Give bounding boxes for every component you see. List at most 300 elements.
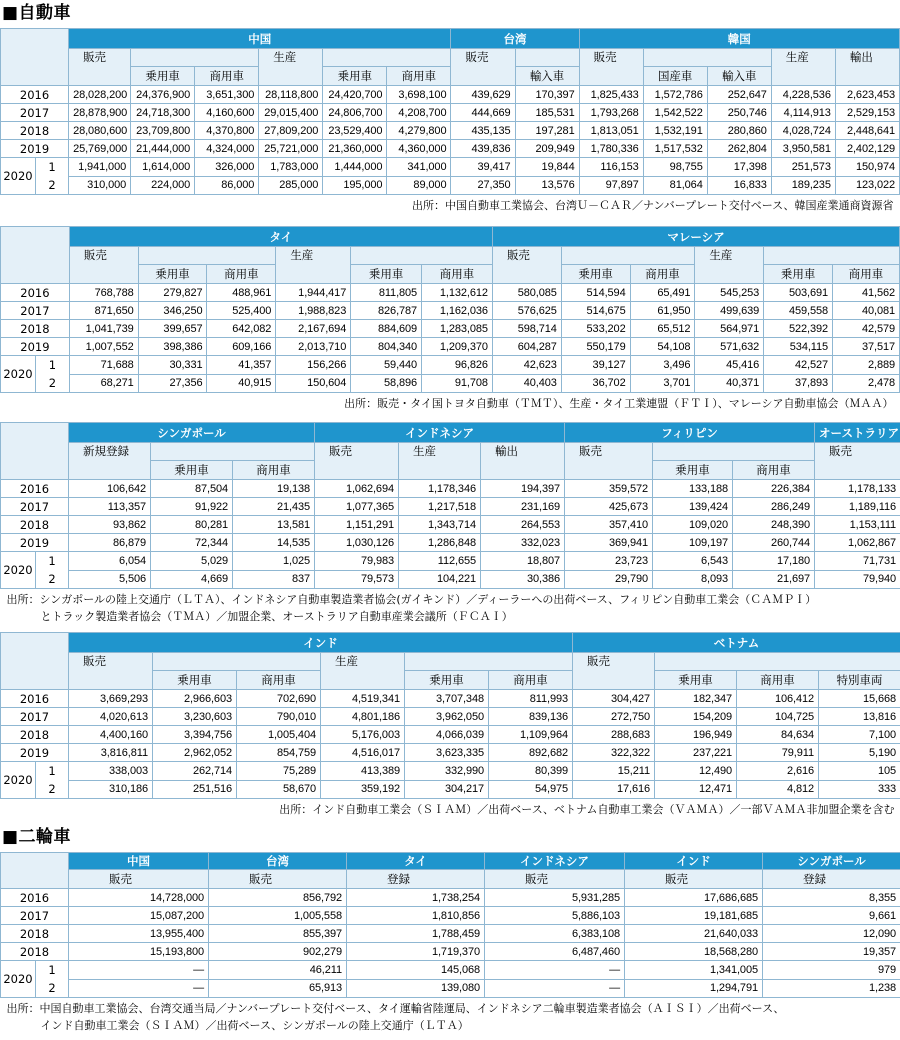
table-cell: 42,527 [764, 356, 833, 375]
table-cell: 40,915 [207, 374, 276, 393]
table-cell: 304,217 [405, 780, 489, 799]
col-sales: 販売 [815, 443, 900, 480]
table-cell: 15,668 [819, 690, 900, 708]
group-header-vietnam: ベトナム [573, 633, 900, 653]
table-row [1, 104, 900, 122]
table-cell: 15,193,800 [69, 943, 209, 961]
table-cell: 13,581 [233, 516, 315, 534]
table-cell: 3,394,756 [153, 726, 237, 744]
table-row [1, 122, 900, 140]
table-cell: 112,655 [399, 552, 481, 571]
table-cell: 30,386 [481, 570, 565, 589]
table-cell: 79,573 [315, 570, 399, 589]
table-row [1, 498, 900, 516]
table-cell: 1,517,532 [643, 140, 707, 158]
col-production: 生産 [321, 653, 405, 690]
table-cell: 4,066,039 [405, 726, 489, 744]
table-cell: 3,623,335 [405, 744, 489, 762]
table-cell: 1,286,848 [399, 534, 481, 552]
table-cell: 5,029 [151, 552, 233, 571]
table-cell: 1,162,036 [422, 302, 493, 320]
table-cell: 1,217,518 [399, 498, 481, 516]
table-row [1, 708, 900, 726]
table-row [1, 158, 900, 177]
table-cell: 1,209,370 [422, 338, 493, 356]
row-year: 2016 [1, 86, 69, 104]
table-cell: 98,755 [643, 158, 707, 177]
table-cell: 16,833 [707, 176, 771, 195]
table-cell: 54,975 [489, 780, 573, 799]
table-cell: 24,718,300 [131, 104, 195, 122]
table-cell: 2,889 [833, 356, 900, 375]
table-cell: 488,961 [207, 284, 276, 302]
table-cell: 106,642 [69, 480, 151, 498]
row-year: 2016 [1, 889, 69, 907]
col-special-vehicle: 特別車両 [819, 671, 900, 690]
col-registration: 登録 [763, 870, 900, 889]
table-cell: 4,160,600 [195, 104, 259, 122]
table-cell: 3,707,348 [405, 690, 489, 708]
table-cell: 109,197 [653, 534, 733, 552]
row-month: 2 [35, 780, 68, 798]
group-header-malaysia: マレーシア [492, 227, 899, 247]
table-cell: 522,392 [764, 320, 833, 338]
table-cell: 1,810,856 [347, 907, 485, 925]
table-row [1, 338, 900, 356]
table-cell: 439,836 [451, 140, 515, 158]
table-cell: 272,750 [573, 708, 655, 726]
table-cell: 2,478 [833, 374, 900, 393]
table-cell: 1,788,459 [347, 925, 485, 943]
table-cell: 550,179 [561, 338, 630, 356]
table-cell: 514,675 [561, 302, 630, 320]
table-row [1, 534, 900, 552]
table-cell: 15,087,200 [69, 907, 209, 925]
source-note: 出所：中国自動車工業協会、台湾Ｕ－ＣＡＲ／ナンバープレート交付ベース、韓国産業通商資源省 [412, 199, 894, 212]
table-cell: 97,897 [579, 176, 643, 195]
col-production: 生産 [695, 247, 764, 284]
table-row [1, 907, 900, 925]
table-cell: 65,913 [209, 979, 347, 998]
table-cell: 139,424 [653, 498, 733, 516]
row-year: 2019 [1, 744, 69, 762]
table-cell: 839,136 [489, 708, 573, 726]
table-cell: 28,878,900 [69, 104, 131, 122]
table-cell: 194,397 [481, 480, 565, 498]
table-cell: 14,535 [233, 534, 315, 552]
table-cell: 39,417 [451, 158, 515, 177]
table-cell: 1,444,000 [323, 158, 387, 177]
row-month: 1 [35, 158, 68, 176]
col-sales: 販売 [209, 870, 347, 889]
table-cell: 89,000 [387, 176, 451, 195]
table-cell: 1,738,254 [347, 889, 485, 907]
table-cell: 81,064 [643, 176, 707, 195]
table-row [1, 374, 900, 393]
table-cell: 322,322 [573, 744, 655, 762]
table-cell: 2,529,153 [835, 104, 899, 122]
row-year: 2019 [1, 140, 69, 158]
col-passenger: 乗用車 [153, 671, 237, 690]
table-cell: 91,708 [422, 374, 493, 393]
table-cell: 369,941 [565, 534, 653, 552]
col-sales: 販売 [69, 247, 138, 284]
row-month: 1 [35, 961, 68, 979]
table-cell: 79,940 [815, 570, 900, 589]
col-export: 輸出 [835, 49, 899, 86]
group-header-thailand: タイ [69, 227, 492, 247]
col-sales: 販売 [579, 49, 643, 86]
table-cell: 27,356 [138, 374, 207, 393]
section-heading-cars: ■自動車 [2, 3, 72, 23]
table-cell: 4,020,613 [69, 708, 153, 726]
col-sales: 販売 [69, 870, 209, 889]
table-cell: 326,000 [195, 158, 259, 177]
table-cell: 4,114,913 [771, 104, 835, 122]
col-sales: 販売 [625, 870, 763, 889]
table-cell: 72,344 [151, 534, 233, 552]
row-year-2020: 2020 [3, 563, 33, 577]
table-cell: 5,176,003 [321, 726, 405, 744]
table-cell: 3,816,811 [69, 744, 153, 762]
table-cell: 304,427 [573, 690, 655, 708]
col-export: 輸出 [481, 443, 565, 480]
table-cell: 1,025 [233, 552, 315, 571]
table-cell: 702,690 [237, 690, 321, 708]
table-cell: 1,941,000 [69, 158, 131, 177]
col-commercial: 商用車 [833, 265, 900, 284]
table-cell: 4,516,017 [321, 744, 405, 762]
row-year: 2016 [1, 690, 69, 708]
table-cell: 7,100 [819, 726, 900, 744]
table-cell: 4,669 [151, 570, 233, 589]
table-cell: 25,769,000 [69, 140, 131, 158]
table-row [1, 570, 900, 589]
group-header-india: インド [69, 633, 573, 653]
table-cell: 338,003 [69, 762, 153, 781]
table-cell: 19,138 [233, 480, 315, 498]
row-month: 1 [35, 356, 69, 374]
col-commercial: 商用車 [195, 67, 259, 86]
table-cell: 413,389 [321, 762, 405, 781]
table-cell: 2,966,603 [153, 690, 237, 708]
table-cell: 189,235 [771, 176, 835, 195]
table-cell: 3,701 [630, 374, 695, 393]
table-cell: 46,211 [209, 961, 347, 980]
table-cell: 398,386 [138, 338, 207, 356]
row-year-2020: 2020 [3, 169, 33, 183]
table-cell: 42,623 [492, 356, 561, 375]
table-cell: 359,192 [321, 780, 405, 799]
table-cell: 5,506 [69, 570, 151, 589]
table-cell: 1,238 [763, 979, 900, 998]
table-cell: 24,806,700 [323, 104, 387, 122]
table-cell: 113,357 [69, 498, 151, 516]
col-sales: 販売 [315, 443, 399, 480]
table-cell: 86,879 [69, 534, 151, 552]
col-production: 生産 [276, 247, 351, 284]
table-cell: 109,020 [653, 516, 733, 534]
col-sales: 販売 [451, 49, 515, 86]
table-corner [1, 29, 69, 86]
table-cell: 514,594 [561, 284, 630, 302]
table-cell: 170,397 [515, 86, 579, 104]
section-heading-bikes: ■二輪車 [2, 827, 72, 847]
col-passenger: 乗用車 [151, 461, 233, 480]
table-cell: 790,010 [237, 708, 321, 726]
table-cell: 855,397 [209, 925, 347, 943]
source-note-line1: 出所：中国自動車工業協会、台湾交通当局／ナンバープレート交付ベース、タイ運輸省陸運局、インドネシア二輪車製造業者協会（ＡＩＳＩ）／出荷ベース、 [6, 1002, 785, 1015]
table-cell: 533,202 [561, 320, 630, 338]
table-cell: 28,080,600 [69, 122, 131, 140]
row-year: 2019 [1, 534, 69, 552]
table-cell: 1,780,336 [579, 140, 643, 158]
table-cell: 1,719,370 [347, 943, 485, 961]
table-cell: 41,357 [207, 356, 276, 375]
col-commercial: 商用車 [489, 671, 573, 690]
table-row [1, 552, 900, 571]
col-registration: 登録 [347, 870, 485, 889]
col-sales: 販売 [565, 443, 653, 480]
table-cell: 65,512 [630, 320, 695, 338]
table-row [1, 889, 900, 907]
table-cell: 1,041,739 [69, 320, 138, 338]
table-cell: 237,221 [655, 744, 737, 762]
table-cell: 576,625 [492, 302, 561, 320]
table-cell: 248,390 [733, 516, 815, 534]
table-cell: 1,151,291 [315, 516, 399, 534]
table-cell: 642,082 [207, 320, 276, 338]
table-cell: 4,812 [737, 780, 819, 799]
row-year: 2018 [1, 943, 69, 961]
table-row [1, 284, 900, 302]
row-year-sub [1, 762, 69, 787]
table-row [1, 176, 900, 195]
table-cell: 4,279,800 [387, 122, 451, 140]
table-row [1, 961, 900, 980]
table-row [1, 726, 900, 744]
row-year: 2018 [1, 122, 69, 140]
table-cell: 91,922 [151, 498, 233, 516]
col-sales: 販売 [485, 870, 625, 889]
table-cell: 525,400 [207, 302, 276, 320]
row-year: 2017 [1, 302, 70, 320]
table-cell: 123,022 [835, 176, 899, 195]
table-cell: 1,109,964 [489, 726, 573, 744]
table-cell: 811,993 [489, 690, 573, 708]
table-cell: 209,949 [515, 140, 579, 158]
table-cell: 804,340 [351, 338, 422, 356]
col-passenger: 乗用車 [138, 265, 207, 284]
col-sales: 販売 [69, 49, 131, 86]
table-cell: 84,634 [737, 726, 819, 744]
col-commercial: 商用車 [237, 671, 321, 690]
table-cell: 2,167,694 [276, 320, 351, 338]
col-sales: 販売 [492, 247, 561, 284]
table-cell: 1,343,714 [399, 516, 481, 534]
table-cell: 14,728,000 [69, 889, 209, 907]
table-cell: 1,062,694 [315, 480, 399, 498]
row-year-sub [1, 552, 69, 577]
group-header-taiwan: 台湾 [209, 853, 347, 870]
table-cell: 4,208,700 [387, 104, 451, 122]
table-cell: 156,266 [276, 356, 351, 375]
group-header-indonesia: インドネシア [485, 853, 625, 870]
table-cell: 357,410 [565, 516, 653, 534]
group-header-australia: オーストラリア [815, 423, 900, 443]
col-passenger: 乗用車 [653, 461, 733, 480]
table-cell: 250,746 [707, 104, 771, 122]
table-cell: 42,579 [833, 320, 900, 338]
table-cell: 251,573 [771, 158, 835, 177]
table-cell: 79,911 [737, 744, 819, 762]
table-cell: 1,132,612 [422, 284, 493, 302]
table-cell: 1,007,552 [69, 338, 138, 356]
table-cell: 3,962,050 [405, 708, 489, 726]
table-cell: 1,341,005 [625, 961, 763, 980]
table-cell: 2,448,641 [835, 122, 899, 140]
col-passenger: 乗用車 [405, 671, 489, 690]
table-cell: 359,572 [565, 480, 653, 498]
table-cell: 30,331 [138, 356, 207, 375]
source-note: 出所：インド自動車工業会（ＳＩＡＭ）／出荷ベース、ベトナム自動車工業会（ＶＡＭＡ）／一部ＶＡＭＡ非加盟企業を含む [279, 803, 895, 816]
table-cell: 564,971 [695, 320, 764, 338]
row-year: 2017 [1, 708, 69, 726]
table-cell: 224,000 [131, 176, 195, 195]
table-cell: 8,093 [653, 570, 733, 589]
table-cell: 5,886,103 [485, 907, 625, 925]
table-cell: 25,721,000 [259, 140, 323, 158]
table-cell: 17,686,685 [625, 889, 763, 907]
table-cell: 104,725 [737, 708, 819, 726]
group-header-philippines: フィリピン [565, 423, 815, 443]
row-year-sub [1, 356, 70, 381]
table-cell: 979 [763, 961, 900, 980]
table-cell: 545,253 [695, 284, 764, 302]
table-cell: 854,759 [237, 744, 321, 762]
table-cell: 19,181,685 [625, 907, 763, 925]
table-cell: 1,178,346 [399, 480, 481, 498]
table-row [1, 690, 900, 708]
row-year: 2016 [1, 284, 70, 302]
table-cell: 12,090 [763, 925, 900, 943]
table-row [1, 320, 900, 338]
row-year-sub [1, 158, 69, 183]
table-cell: 503,691 [764, 284, 833, 302]
table-cell: 145,068 [347, 961, 485, 980]
table-cell: 28,118,800 [259, 86, 323, 104]
table-cell: 4,400,160 [69, 726, 153, 744]
table-cell: 499,639 [695, 302, 764, 320]
table-cell: 4,801,186 [321, 708, 405, 726]
group-header-china: 中国 [69, 29, 451, 49]
table-cell: 598,714 [492, 320, 561, 338]
table-cell: 1,825,433 [579, 86, 643, 104]
table-cell: 133,188 [653, 480, 733, 498]
col-production: 生産 [771, 49, 835, 86]
source-note-line2: インド自動車工業会（ＳＩＡＭ）／出荷ベース、シンガポールの陸上交通庁（ＬＴＡ） [40, 1018, 469, 1032]
table-cell: 826,787 [351, 302, 422, 320]
row-year-sub [1, 961, 69, 986]
table-cell: 4,228,536 [771, 86, 835, 104]
row-year: 2018 [1, 925, 69, 943]
table-row [1, 925, 900, 943]
table-cell: — [69, 979, 209, 998]
table-cell: 2,402,129 [835, 140, 899, 158]
table-cell: 288,683 [573, 726, 655, 744]
table-cell: 332,023 [481, 534, 565, 552]
table-cell: — [485, 961, 625, 980]
table-cell: 902,279 [209, 943, 347, 961]
table-cell: 182,347 [655, 690, 737, 708]
col-passenger: 乗用車 [764, 265, 833, 284]
row-year: 2017 [1, 104, 69, 122]
table-cell: 251,516 [153, 780, 237, 799]
table-china-taiwan-korea [0, 28, 900, 213]
table-cell: 884,609 [351, 320, 422, 338]
table-cell: 285,000 [259, 176, 323, 195]
table-row [1, 302, 900, 320]
table-cell: 185,531 [515, 104, 579, 122]
col-domestic: 国産車 [643, 67, 707, 86]
table-corner [1, 423, 69, 480]
table-singapore-indonesia-philippines-australia [0, 422, 900, 625]
table-cell: 37,893 [764, 374, 833, 393]
table-cell: 12,471 [655, 780, 737, 799]
table-cell: — [69, 961, 209, 980]
table-cell: 856,792 [209, 889, 347, 907]
table-cell: 280,860 [707, 122, 771, 140]
table-cell: 332,990 [405, 762, 489, 781]
table-corner [1, 633, 69, 690]
col-passenger: 乗用車 [351, 265, 422, 284]
table-cell: 571,632 [695, 338, 764, 356]
col-commercial: 商用車 [733, 461, 815, 480]
table-cell: 40,403 [492, 374, 561, 393]
table-cell: 1,944,417 [276, 284, 351, 302]
row-year-2020: 2020 [3, 773, 33, 787]
table-cell: 37,517 [833, 338, 900, 356]
table-cell: 425,673 [565, 498, 653, 516]
table-cell: 104,221 [399, 570, 481, 589]
table-cell: 75,289 [237, 762, 321, 781]
table-cell: 1,614,000 [131, 158, 195, 177]
table-cell: 45,416 [695, 356, 764, 375]
table-cell: 892,682 [489, 744, 573, 762]
table-cell: 8,355 [763, 889, 900, 907]
col-commercial: 商用車 [233, 461, 315, 480]
table-cell: 262,714 [153, 762, 237, 781]
col-newreg: 新規登録 [69, 443, 151, 480]
table-cell: 5,931,285 [485, 889, 625, 907]
table-corner [1, 227, 70, 284]
table-cell: 87,504 [151, 480, 233, 498]
table-cell: 444,669 [451, 104, 515, 122]
col-commercial: 商用車 [737, 671, 819, 690]
table-cell: 1,005,558 [209, 907, 347, 925]
table-cell: 6,383,108 [485, 925, 625, 943]
table-cell: 58,896 [351, 374, 422, 393]
table-cell: 1,572,786 [643, 86, 707, 104]
table-cell: 54,108 [630, 338, 695, 356]
col-commercial: 商用車 [422, 265, 493, 284]
table-cell: 12,490 [655, 762, 737, 781]
source-note: 出所：販売・タイ国トヨタ自動車（ＴＭＴ）、生産・タイ工業連盟（ＦＴＩ）、マレーシア自動車協会（ＭＡＡ） [344, 397, 894, 410]
table-cell: 80,281 [151, 516, 233, 534]
table-cell: 3,698,100 [387, 86, 451, 104]
col-passenger: 乗用車 [655, 671, 737, 690]
table-cell: 116,153 [579, 158, 643, 177]
